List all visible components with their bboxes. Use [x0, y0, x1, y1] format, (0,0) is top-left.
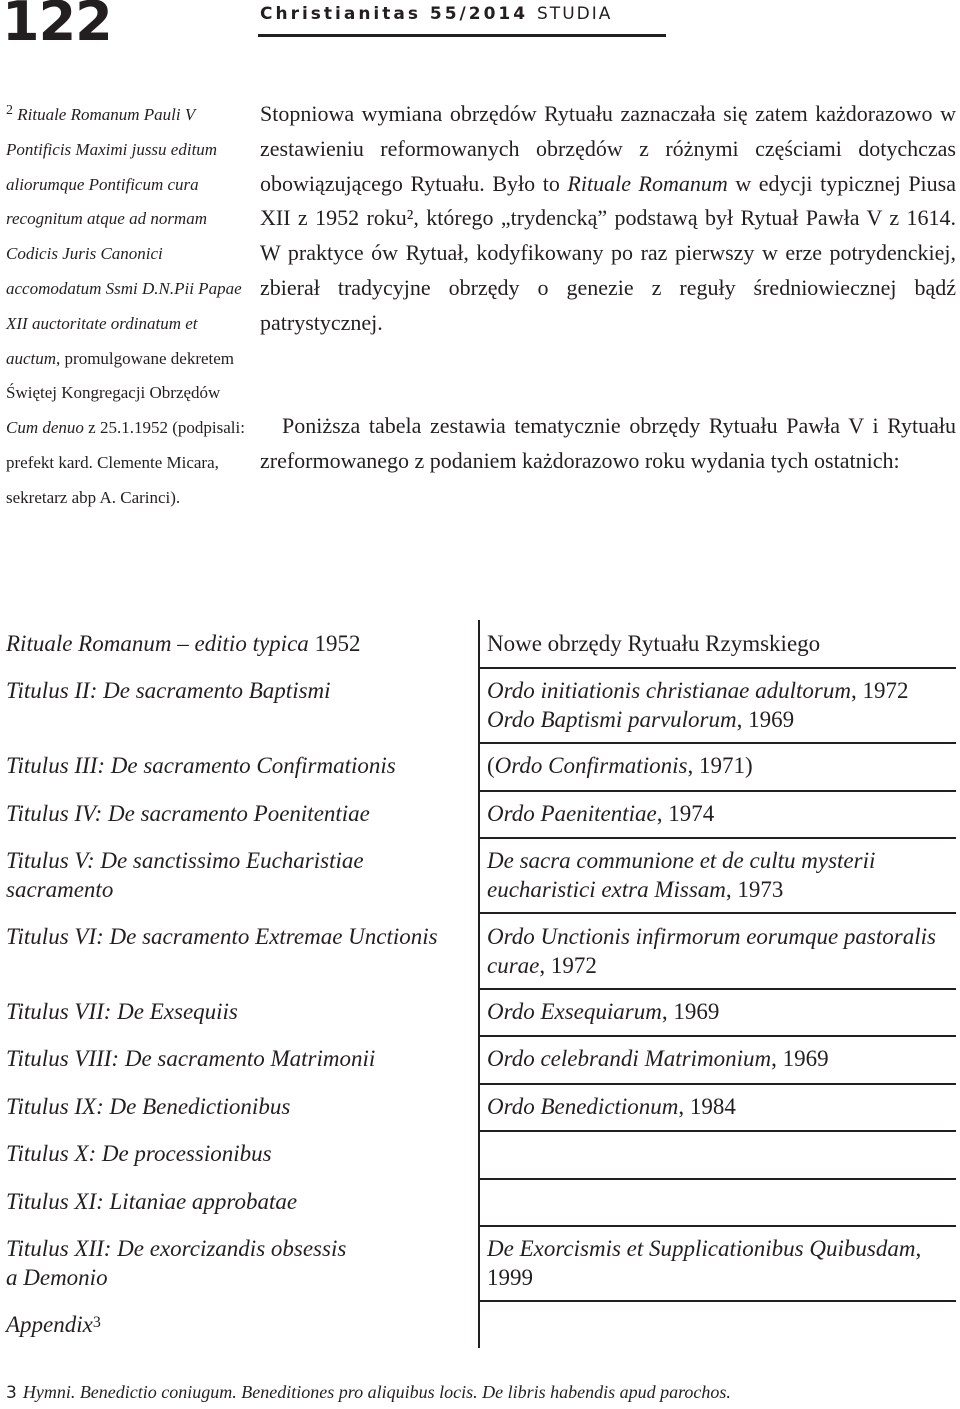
- table-cell-right-run: Ordo Exsequiarum: [487, 999, 662, 1024]
- table-cell-right-run: Ordo Confirmationis: [494, 753, 688, 778]
- section-name: STUDIA: [537, 4, 613, 24]
- table-header-right: [487, 630, 957, 659]
- table-cell-left-run: Titulus IV: De sacramento Poenitentiae: [6, 801, 370, 826]
- table-cell-right-run: Ordo Paenitentiae: [487, 801, 657, 826]
- table-cell-left-run: Titulus III: De sacramento Confirmationis: [6, 753, 396, 778]
- table-cell-right-run: Ordo Benedictionum: [487, 1094, 679, 1119]
- table-cell-right-run: De Exorcismis et Supplicationibus Quibusdam: [487, 1236, 916, 1261]
- table-cell-right: [487, 998, 957, 1027]
- table-cell-left-run: Titulus V: De sanctissimo Eucharistiae sacramento: [6, 848, 364, 902]
- running-header: [260, 4, 612, 24]
- table-cell-left: [6, 1093, 466, 1122]
- table-cell-right: [487, 800, 957, 829]
- footnote: [6, 1382, 731, 1403]
- table-cell-left: [6, 1311, 466, 1340]
- table-header-left-run: Rituale Romanum – editio typica: [6, 631, 309, 656]
- table-header-left-run: 1952: [308, 631, 361, 656]
- table-row-rule: [478, 1300, 956, 1302]
- paragraph-1-run: Rituale Romanum: [567, 170, 728, 196]
- table-row-rule: [478, 1225, 956, 1227]
- table-cell-left: [6, 800, 466, 829]
- table-cell-left: [6, 998, 466, 1027]
- table-cell-left-run: Titulus VII: De Exsequiis: [6, 999, 238, 1024]
- paragraph-2-text: Poniższa tabela zestawia tematycznie obrzędy Rytuału Pawła V i Rytuału zreformowanego z podaniem każdorazowo roku wydania tych ostatnich:: [260, 413, 956, 473]
- table-row-rule: [478, 1035, 956, 1037]
- table-cell-right-run: , 1971): [687, 753, 753, 778]
- table-row-rule: [478, 742, 956, 744]
- table-cell-left: [6, 677, 466, 706]
- table-cell-left: [6, 1188, 466, 1217]
- table-cell-left-run: Appendix: [6, 1312, 93, 1337]
- table-header-left: [6, 630, 466, 659]
- table-cell-right-run: , 1999: [487, 1236, 922, 1290]
- table-cell-left-run: Titulus X: De processionibus: [6, 1141, 272, 1166]
- side-note-run: z 25.1.1952 (podpisali: prefekt kard. Clemente Micara, sekretarz abp A. Carinci).: [6, 418, 245, 507]
- table-row-rule: [478, 790, 956, 792]
- table-cell-right: [487, 752, 957, 781]
- table-cell-left: [6, 752, 466, 781]
- header-rule: [258, 34, 666, 37]
- table-cell-right: [487, 677, 957, 734]
- table-cell-right: [487, 847, 957, 904]
- footnote-number: 3: [6, 1383, 17, 1403]
- table-cell-right: [487, 1235, 957, 1292]
- table-cell-left: [6, 923, 466, 952]
- table-cell-right-run: (: [487, 753, 495, 778]
- table-cell-left-run: 3: [92, 1314, 101, 1331]
- page-number: 122: [2, 0, 112, 53]
- side-note-run: Rituale Romanum Pauli V Pontificis Maximi jussu editum aliorumque Pontificum cura recognitum atque ad normam Codicis Juris Canonici accomodatum Ssmi D.N.Pii Papae XII auctoritate ordinatum et auctum: [6, 105, 242, 368]
- table-row-rule: [478, 837, 956, 839]
- side-note-text: [6, 105, 245, 507]
- table-row-rule: [478, 912, 956, 914]
- table-cell-right: [487, 1093, 957, 1122]
- table-cell-right-run: , 1969: [771, 1046, 829, 1071]
- side-note-run: Cum denuo: [6, 418, 84, 438]
- paragraph-1-run: Stopniowa wymiana obrzędów Rytuału zaznaczała się zatem każdorazowo w zestawieniu reformowanych obrzędów z różnymi częściami dotychczas obowiązującego Rytuału. Było to: [260, 101, 956, 196]
- table-cell-right-run: , 1972: [539, 952, 597, 978]
- table-cell-right-run: Ordo Unctionis infirmorum eorumque pastoralis curae: [487, 924, 936, 978]
- table-cell-right-run: Ordo initiationis christianae adultorum: [487, 678, 851, 703]
- table-cell-right-run: , 1973: [725, 876, 784, 902]
- table-cell-right-run: , 1969: [736, 706, 795, 732]
- table-cell-left-run: Titulus VIII: De sacramento Matrimonii: [6, 1046, 376, 1071]
- paragraph-2: [260, 409, 956, 479]
- table-cell-left-run: Titulus VI: De sacramento Extremae Unctionis: [6, 924, 438, 949]
- paragraph-1: [260, 97, 956, 341]
- side-note-run: , promulgowane dekretem Świętej Kongregacji Obrzędów: [6, 348, 235, 403]
- table-vertical-rule: [478, 620, 480, 1348]
- table-cell-left-run: a Demonio: [6, 1264, 108, 1290]
- table-cell-left-run: Titulus XII: De exorcizandis obsessis: [6, 1236, 347, 1261]
- table-cell-right: [487, 923, 957, 980]
- table-cell-right-run: , 1969: [661, 999, 720, 1024]
- table-cell-left: [6, 1045, 466, 1074]
- paragraph-1-run: w edycji typicznej Piusa XII z 1952 roku², którego „trydencką” podstawą był Rytuał Pawła V z 1614. W praktyce ów Rytuał, kodyfikowany po raz pierwszy w erze potrydenckiej, zbierał tradycyjne obrzędy o genezie z reguły średniowiecznej bądź patrystycznej.: [260, 170, 956, 335]
- journal-name: Christianitas 55/2014: [260, 4, 529, 24]
- table-row-rule: [478, 1130, 956, 1132]
- side-note: [6, 98, 246, 516]
- table-header-right-run: Nowe obrzędy Rytuału Rzymskiego: [487, 631, 821, 656]
- table-cell-left: [6, 1235, 466, 1292]
- side-note-number: 2: [6, 103, 13, 118]
- table-row-rule: [478, 988, 956, 990]
- table-cell-right-run: Ordo celebrandi Matrimonium: [487, 1046, 772, 1071]
- table-cell-right-run: , 1984: [678, 1094, 736, 1119]
- table-row-rule: [478, 1178, 956, 1180]
- table-cell-right-run: De sacra communione et de cultu mysterii eucharistici extra Missam: [487, 848, 876, 902]
- table-cell-left-run: Titulus XI: Litaniae approbatae: [6, 1189, 298, 1214]
- table-cell-left: [6, 1140, 466, 1169]
- table-cell-right-run: , 1974: [656, 801, 715, 826]
- table-cell-right: [487, 1045, 957, 1074]
- footnote-text: Hymni. Benedictio coniugum. Beneditiones pro aliquibus locis. De libris habendis apud parochos.: [22, 1382, 731, 1402]
- table-cell-left-run: Titulus II: De sacramento Baptismi: [6, 678, 331, 703]
- table-cell-left: [6, 847, 466, 904]
- table-row-rule: [478, 1083, 956, 1085]
- table-cell-left-run: Titulus IX: De Benedictionibus: [6, 1094, 291, 1119]
- table-cell-right-run: , 1972: [850, 678, 909, 703]
- table-row-rule: [478, 667, 956, 669]
- table-cell-right-run: Ordo Baptismi parvulorum: [487, 706, 737, 732]
